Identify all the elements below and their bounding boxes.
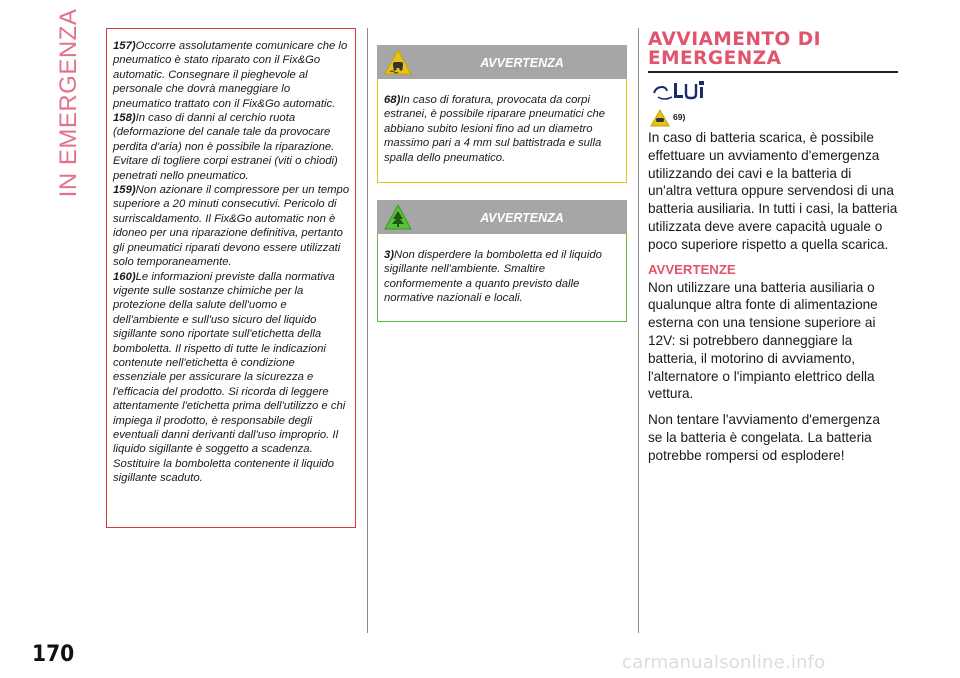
warning-body: Non disperdere la bomboletta ed il liquido sigillante nell'ambiente. Smaltire conformemente a quanto previsto dalle normative nazionali e locali. bbox=[384, 249, 602, 305]
warning-paragraph-voltage: Non utilizzare una batteria ausiliaria o qualunque altra fonte di alimentazione esterna con una tensione superiore ai 12V: si potrebbero danneggiare la batteria, il motorino di avviamento, l'alternatore o l'impianto elettrico della vettura. bbox=[648, 279, 878, 402]
vehicle-version-icon bbox=[650, 79, 708, 103]
equipment-marker bbox=[648, 79, 898, 103]
note-160 bbox=[113, 270, 351, 486]
note-158 bbox=[113, 111, 351, 183]
warning-body: In caso di foratura, provocata da corpi estranei, è possibile riparare pneumatici che abbiano subito lesioni fino ad un diametro massimo pari a 4 mm sul battistrada e sulla spalla dello pneumatico. bbox=[384, 94, 606, 164]
warning-header bbox=[377, 45, 627, 79]
note-text: In caso di danni al cerchio ruota (deformazione del canale tale da provocare perdita d'aria) non è possibile la riparazione. Evitare di togliere corpi estranei (viti o chiodi) penetrati nello pneumatico. bbox=[113, 112, 338, 182]
warning-number: 3) bbox=[384, 249, 395, 261]
warning-reference bbox=[648, 109, 898, 129]
warning-box-environment bbox=[377, 200, 627, 322]
warning-title: AVVERTENZA bbox=[480, 211, 564, 225]
page-number: 170 bbox=[32, 642, 75, 667]
footer-watermark: carmanualsonline.info bbox=[622, 652, 826, 673]
column-divider-right bbox=[638, 28, 639, 633]
note-number: 160) bbox=[113, 270, 136, 283]
note-number: 159) bbox=[113, 184, 136, 197]
warnings-heading: AVVERTENZE bbox=[648, 261, 736, 277]
warning-triangle-icon bbox=[650, 109, 670, 127]
notes-box bbox=[106, 28, 356, 528]
section-title-line1: AVVIAMENTO DI bbox=[648, 29, 821, 50]
column-divider-left bbox=[367, 28, 368, 633]
section-title bbox=[648, 30, 898, 68]
note-number: 158) bbox=[113, 112, 136, 125]
note-number: 157) bbox=[113, 40, 136, 52]
emergency-start-section bbox=[648, 30, 898, 465]
warning-reference-number: 69) bbox=[673, 112, 686, 122]
warning-title: AVVERTENZA bbox=[480, 56, 564, 70]
note-157 bbox=[113, 39, 351, 111]
note-text: Le informazioni previste dalla normativa vigente sulle sostanze chimiche per la protezione della salute dell'uomo e dell'ambiente e sull'uso sicuro del liquido sigillante sono riportate sull'etichetta della bomboletta. Il rispetto di tutte le indicazioni contenute nell'etichetta è condizione essenziale per assicurare la sicurezza e l'efficacia del prodotto. Si ricorda di leggere attentamente l'etichetta prima dell'utilizzo e chi impiega il prodotto, è responsabile degli eventuali danni derivanti dall'uso improprio. Il liquido sigillante è soggetto a scadenza. Sostituire la bomboletta contenente il liquido sigillante scaduto. bbox=[113, 270, 346, 485]
warning-box-tyre bbox=[377, 45, 627, 183]
warning-text bbox=[378, 79, 626, 165]
warning-number: 68) bbox=[384, 94, 401, 106]
chapter-side-title-text: IN EMERGENZA bbox=[55, 8, 82, 198]
section-title-line2: EMERGENZA bbox=[648, 48, 782, 69]
note-159 bbox=[113, 183, 351, 269]
section-underline bbox=[648, 71, 898, 73]
warning-header bbox=[377, 200, 627, 234]
warning-text bbox=[378, 234, 626, 306]
warning-paragraph-frozen: Non tentare l'avviamento d'emergenza se la batteria è congelata. La batteria potrebbe rompersi od esplodere! bbox=[648, 412, 880, 463]
note-text: Occorre assolutamente comunicare che lo pneumatico è stato riparato con il Fix&Go automatic. Consegnare il pieghevole al personale che dovrà maneggiare lo pneumatico trattato con il Fix&Go automatic. bbox=[113, 40, 348, 110]
chapter-side-title bbox=[54, 8, 84, 198]
intro-paragraph: In caso di batteria scarica, è possibile effettuare un avviamento d'emergenza utilizzando dei cavi e la batteria di un'altra vettura oppure servendosi di una batteria ausiliaria. In tutti i casi, la batteria utilizzata deve avere capacità uguale o poco superiore rispetto a quella scarica. bbox=[648, 130, 898, 252]
note-text: Non azionare il compressore per un tempo superiore a 20 minuti consecutivi. Pericolo di surriscaldamento. Il Fix&Go automatic non è idoneo per una riparazione definitiva, pertanto gli pneumatici riparati devono essere utilizzati solo temporaneamente. bbox=[113, 184, 350, 269]
